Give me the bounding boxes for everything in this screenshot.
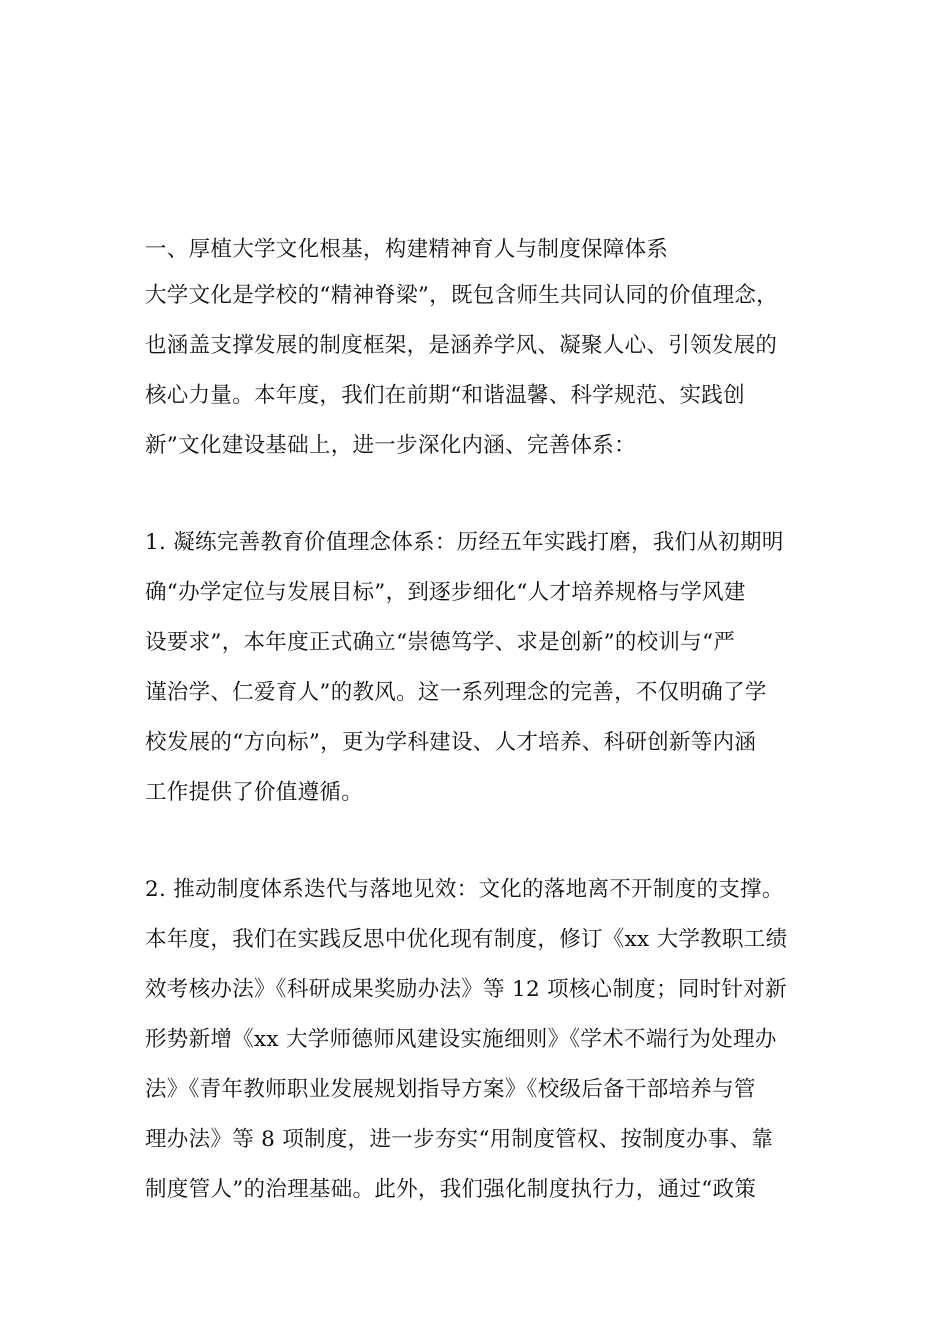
item-1-line: 1. 凝练完善教育价值理念体系：历经五年实践打磨，我们从初期明: [145, 530, 784, 555]
document-body: [145, 232, 835, 1222]
intro-line: 大学文化是学校的“精神脊梁”，既包含师生共同认同的价值理念，: [145, 283, 778, 308]
item-2-line: 形势新增《xx 大学师德师风建设实施细则》《学术不端行为处理办: [145, 1027, 777, 1052]
item-2-line: 本年度，我们在实践反思中优化现有制度，修订《xx 大学教职工绩: [145, 927, 788, 952]
paragraph-spacer: [145, 478, 835, 525]
item-2-paragraph: [145, 872, 835, 1222]
item-2-line: 制度管人”的治理基础。此外，我们强化制度执行力，通过“政策: [145, 1177, 757, 1202]
item-1-paragraph: [145, 525, 835, 825]
intro-line: 也涵盖支撑发展的制度框架，是涵养学风、凝聚人心、引领发展的: [145, 333, 778, 358]
section-heading: 一、厚植大学文化根基，构建精神育人与制度保障体系: [145, 237, 669, 262]
item-1-line: 工作提供了价值遵循。: [145, 780, 364, 805]
item-2-line: 2. 推动制度体系迭代与落地见效：文化的落地离不开制度的支撑。: [145, 877, 784, 902]
item-2-line: 法》《青年教师职业发展规划指导方案》《校级后备干部培养与管: [145, 1077, 756, 1102]
intro-line: 核心力量。本年度，我们在前期“和谐温馨、科学规范、实践创: [145, 383, 745, 408]
intro-paragraph: [145, 278, 835, 478]
item-1-line: 谨治学、仁爱育人”的教风。这一系列理念的完善，不仅明确了学: [145, 680, 767, 705]
item-1-line: 确“办学定位与发展目标”，到逐步细化“人才培养规格与学风建: [145, 580, 746, 605]
item-2-line: 效考核办法》《科研成果奖励办法》等 12 项核心制度；同时针对新: [145, 977, 787, 1002]
intro-line: 新”文化建设基础上，进一步深化内涵、完善体系：: [145, 433, 636, 458]
paragraph-spacer: [145, 825, 835, 872]
item-2-line: 理办法》等 8 项制度，进一步夯实“用制度管权、按制度办事、靠: [145, 1127, 774, 1152]
item-1-line: 校发展的“方向标”，更为学科建设、人才培养、科研创新等内涵: [145, 730, 757, 755]
item-1-line: 设要求”，本年度正式确立“崇德笃学、求是创新”的校训与“严: [145, 630, 736, 655]
